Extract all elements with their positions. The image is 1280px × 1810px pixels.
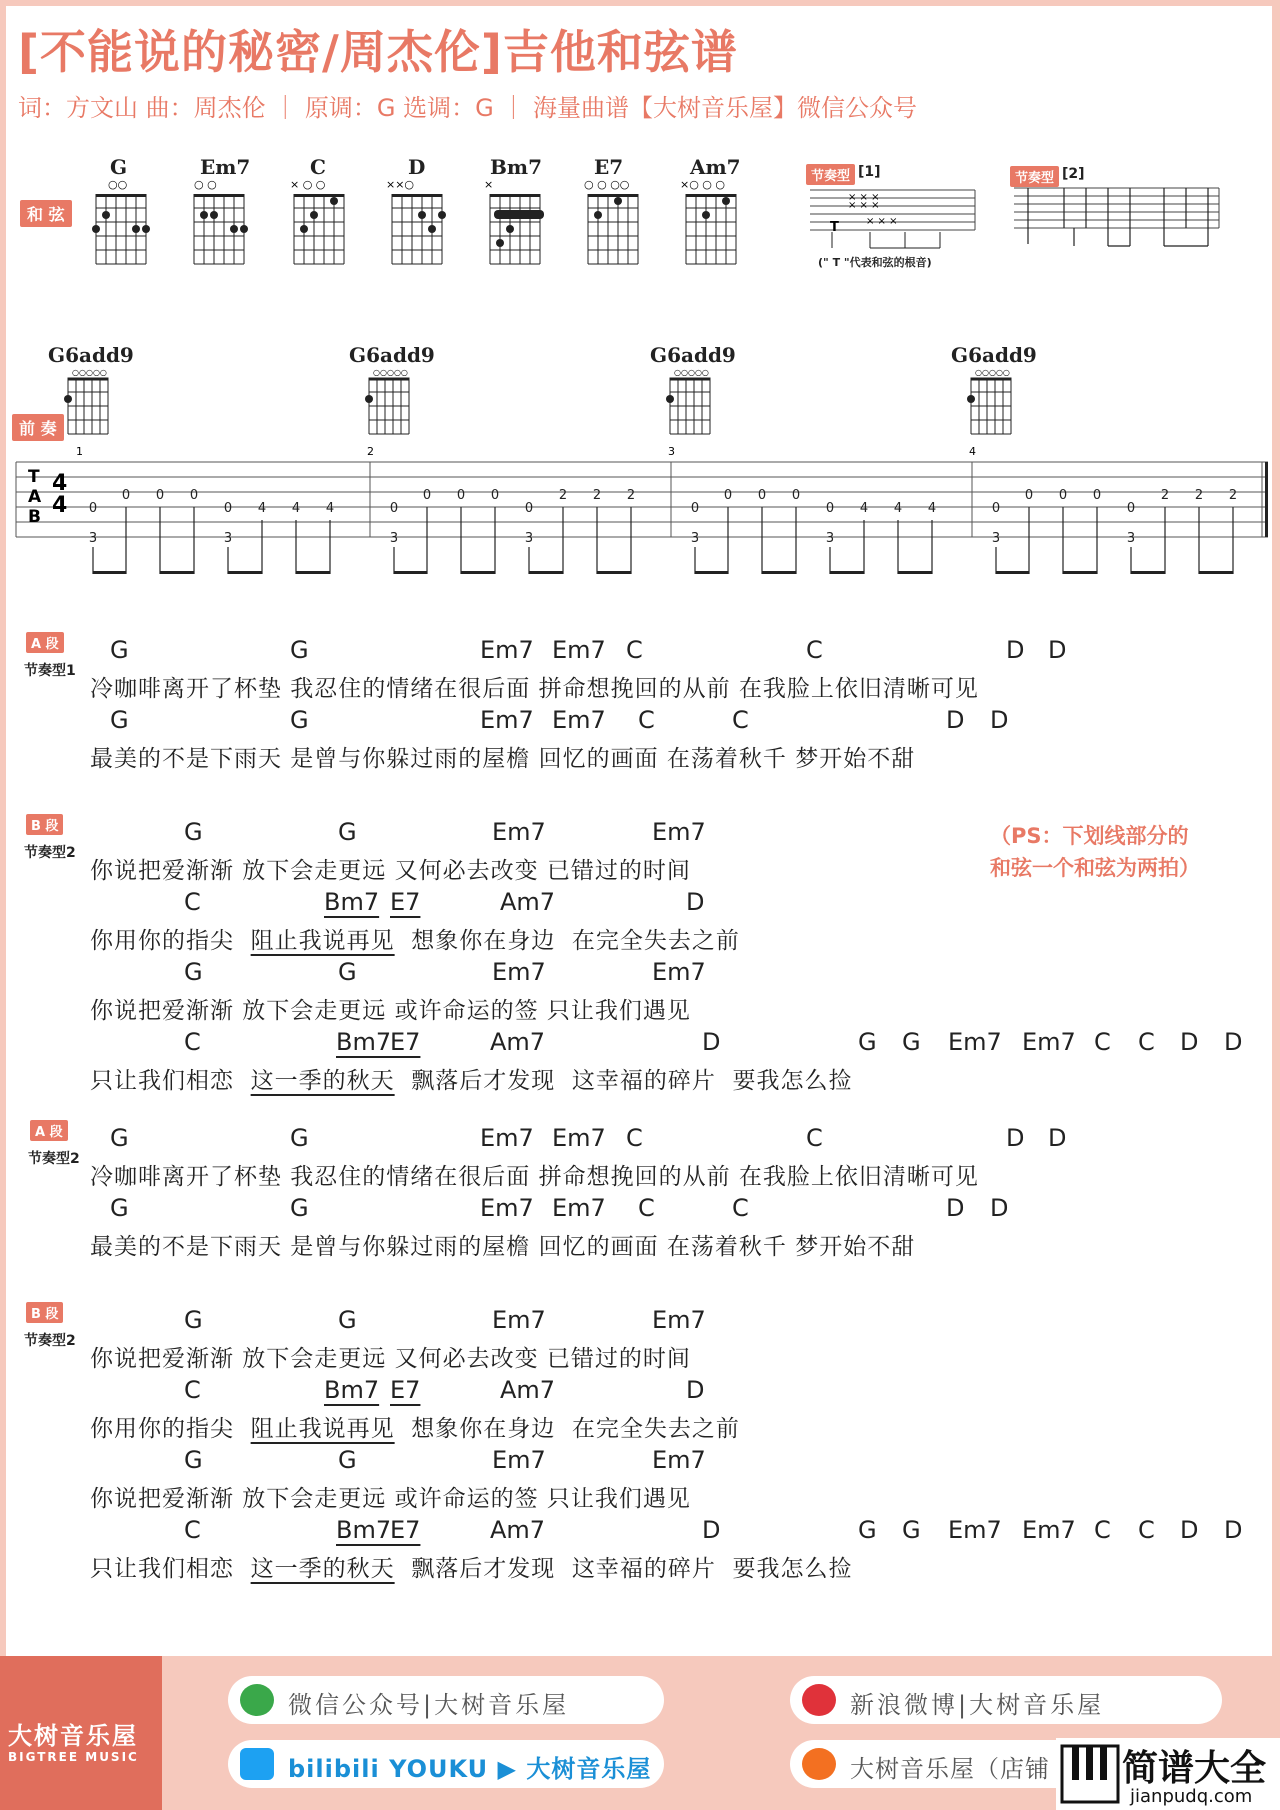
chord-name-am7: Am7 [690,155,741,179]
chord-label: C [626,636,643,664]
svg-text:3: 3 [1126,531,1136,546]
chords-tag: 和 弦 [20,200,72,227]
svg-text:3: 3 [690,531,700,546]
chord-label: D [946,1194,965,1222]
chord-label: Em7 [552,1124,606,1152]
chord-name-em7: Em7 [200,155,251,179]
lyric-line [90,1062,853,1095]
chord-label: G [338,818,357,846]
svg-text:4: 4 [859,501,869,516]
lyric-line [90,1550,853,1583]
chord-label: C [638,706,655,734]
lyric-part: 你用你的指尖 [90,928,251,954]
svg-text:3: 3 [223,531,233,546]
underlined-lyric: 阻止我说再见 [250,928,395,954]
weibo-text: 新浪微博|大树音乐屋 [850,1691,1105,1719]
chord-label: G [110,706,129,734]
wechat-icon [240,1684,274,1716]
chord-label: G [110,636,129,664]
svg-text:0: 0 [223,501,233,516]
svg-text:3: 3 [389,531,399,546]
chord-label: D [1180,1028,1199,1056]
section-tag: A 段 [26,632,64,653]
chord-label: D [702,1516,721,1544]
svg-text:× ○ ○: × ○ ○ [290,178,326,191]
brand-block [0,1656,162,1810]
svg-text:×: × [484,178,494,191]
chord-label: C [184,888,201,916]
chord-label: D [1048,1124,1067,1152]
svg-text:2: 2 [626,488,636,503]
chord-label: G [290,1124,309,1152]
section-rhythm: 节奏型2 [24,845,76,861]
svg-text:T: T [830,220,839,235]
chord-label: G [184,958,203,986]
chord-name-bm7: Bm7 [490,155,542,179]
underlined-lyric: 这一季的秋天 [250,1068,395,1094]
chord-label: G [110,1124,129,1152]
svg-text:2: 2 [558,488,568,503]
svg-text:4: 4 [893,501,903,516]
intro-chord-4: G6add9 [951,343,1037,367]
svg-text:0: 0 [524,501,534,516]
chord-label: Em7 [552,636,606,664]
rhythm2-diagram [1014,184,1224,254]
chord-label: G [184,1446,203,1474]
measure-3: 3 [668,445,675,458]
chord-label: Em7 [948,1028,1002,1056]
ps-note-line-1: （PS：下划线部分的 [990,824,1189,848]
svg-text:○○○○○: ○○○○○ [975,368,1010,377]
rhythm1-diagram [810,186,980,254]
chord-label: G [290,636,309,664]
chord-label: D [1048,636,1067,664]
chord-label: Em7 [480,1194,534,1222]
section-tag: B 段 [26,1302,63,1323]
chord-label: C [732,1194,749,1222]
chord-label: Em7 [652,958,706,986]
chord-label: C [1138,1028,1155,1056]
chord-e7 [584,155,638,264]
chord-name-c: C [310,155,326,179]
svg-text:0: 0 [1092,488,1102,503]
chord-label: Am7 [500,1376,556,1404]
intro-tag: 前 奏 [12,414,64,441]
chord-label: C [626,1124,643,1152]
underlined-lyric: 这一季的秋天 [250,1556,395,1582]
lyric-part: 想象你在身边 在完全失去之前 [394,928,740,954]
svg-text:×○ ○ ○: ×○ ○ ○ [680,178,726,191]
lyric-part: 想象你在身边 在完全失去之前 [394,1416,740,1442]
chord-label: E7 [390,888,421,916]
chord-label: E7 [390,1516,421,1544]
svg-text:0: 0 [991,501,1001,516]
svg-text:2: 2 [592,488,602,503]
chord-label: C [184,1376,201,1404]
svg-text:3: 3 [991,531,1001,546]
taobao-text: 大树音乐屋（店铺 [850,1755,1050,1783]
page-title: [不能说的秘密/周杰伦]吉他和弦谱 [18,25,738,79]
weibo-icon [802,1684,836,1716]
chord-label: Em7 [1022,1028,1076,1056]
video-text: bilibili YOUKU ▶ 大树音乐屋 [288,1755,652,1783]
intro-chord-3: G6add9 [650,343,736,367]
lyric-line [90,922,740,955]
chord-label: G [338,1306,357,1334]
piano-icon [1060,1744,1120,1804]
svg-text:0: 0 [825,501,835,516]
svg-text:0: 0 [389,501,399,516]
chord-label: Em7 [948,1516,1002,1544]
chord-label: G [110,1194,129,1222]
sheet-page [6,6,1272,1656]
svg-text:0: 0 [690,501,700,516]
chord-label: C [184,1028,201,1056]
svg-text:○ ○: ○ ○ [194,178,217,191]
chord-label: Am7 [490,1516,546,1544]
intro-tab [6,342,1272,582]
ps-note-line-2: 和弦一个和弦为两拍） [990,856,1200,880]
svg-text:3: 3 [524,531,534,546]
chord-label: C [638,1194,655,1222]
chord-label: G [338,1446,357,1474]
time-sig-bottom: 4 [52,493,68,518]
measure-2: 2 [367,445,374,458]
intro-chord-2: G6add9 [349,343,435,367]
svg-text:× × ×: × × × [848,200,880,211]
chord-label: C [806,1124,823,1152]
svg-text:0: 0 [422,488,432,503]
svg-text:0: 0 [757,488,767,503]
lyric-part: 飘落后才发现 这幸福的碎片 要我怎么捡 [394,1068,853,1094]
svg-text:× × ×: × × × [866,216,898,227]
svg-text:0: 0 [723,488,733,503]
taobao-icon [802,1748,836,1780]
svg-text:× × ×: × × × [848,192,880,203]
svg-text:○○○○○: ○○○○○ [674,368,709,377]
chord-label: Bm7 [336,1516,392,1544]
lyric-part: 只让我们相恋 [90,1556,251,1582]
weibo-link[interactable] [790,1676,1222,1724]
section-tag: A 段 [30,1120,68,1141]
chord-label: D [686,1376,705,1404]
chord-label: D [702,1028,721,1056]
lyric-line: 你说把爱渐渐 放下会走更远 或许命运的签 只让我们遇见 [90,1486,691,1512]
chord-label: Em7 [492,818,546,846]
chord-g [92,155,150,264]
rhythm1-note: (" T "代表和弦的根音) [818,256,932,269]
rhythm1-tag: 节奏型 [806,164,855,185]
chord-label: C [1094,1516,1111,1544]
svg-text:0: 0 [490,488,500,503]
chord-label: G [858,1028,877,1056]
chord-label: C [806,636,823,664]
lyric-line: 你说把爱渐渐 放下会走更远 或许命运的签 只让我们遇见 [90,998,691,1024]
chord-label: D [1224,1028,1243,1056]
chord-label: Em7 [492,1446,546,1474]
chord-label: G [290,706,309,734]
lyric-line: 最美的不是下雨天 是曾与你躲过雨的屋檐 回忆的画面 在荡着秋千 梦开始不甜 [90,1234,916,1260]
chord-bm7 [484,155,544,264]
taobao-link[interactable] [790,1740,1090,1788]
chord-label: C [184,1516,201,1544]
measure-4: 4 [969,445,976,458]
lyric-line [90,1410,740,1443]
svg-text:4: 4 [325,501,335,516]
chord-name-e7: E7 [594,155,624,179]
chord-label: Em7 [552,706,606,734]
lyric-line: 冷咖啡离开了杯垫 我忍住的情绪在很后面 拼命想挽回的从前 在我脸上依旧清晰可见 [90,1164,979,1190]
svg-text:○○: ○○ [108,178,128,191]
chord-label: D [990,1194,1009,1222]
chord-label: E7 [390,1028,421,1056]
chord-label: Em7 [492,958,546,986]
chord-label: G [290,1194,309,1222]
chord-label: D [1006,1124,1025,1152]
chord-label: G [902,1028,921,1056]
chord-label: C [1094,1028,1111,1056]
svg-text:2: 2 [1228,488,1238,503]
chord-label: Em7 [480,706,534,734]
lyric-part: 只让我们相恋 [90,1068,251,1094]
brand-name: 大树音乐屋 [8,1722,138,1750]
lyric-line: 你说把爱渐渐 放下会走更远 又何必去改变 已错过的时间 [90,1346,691,1372]
chord-label: Em7 [1022,1516,1076,1544]
chord-label: G [184,1306,203,1334]
chord-label: D [1224,1516,1243,1544]
chord-label: C [1138,1516,1155,1544]
chord-label: Bm7 [336,1028,392,1056]
section-rhythm: 节奏型2 [24,1333,76,1349]
svg-text:3: 3 [825,531,835,546]
chord-label: Em7 [652,1446,706,1474]
song-info: 词：方文山 曲：周杰伦 ｜ 原调：G 选调：G ｜ 海量曲谱【大树音乐屋】微信公众号 [18,94,917,122]
lyric-part: 飘落后才发现 这幸福的碎片 要我怎么捡 [394,1556,853,1582]
wechat-text: 微信公众号|大树音乐屋 [288,1691,570,1719]
svg-text:0: 0 [791,488,801,503]
svg-text:4: 4 [291,501,301,516]
chord-label: G [184,818,203,846]
tab-a: A [28,487,42,507]
svg-text:○ ○ ○○: ○ ○ ○○ [584,178,630,191]
lyric-part: 你用你的指尖 [90,1416,251,1442]
chord-name-d: D [408,155,426,179]
chord-am7 [680,155,741,264]
brand-name-en: BIGTREE MUSIC [8,1750,139,1764]
chord-d [386,155,446,264]
svg-text:0: 0 [456,488,466,503]
section-rhythm: 节奏型2 [28,1151,80,1167]
chord-label: D [946,706,965,734]
svg-text:○○○○○: ○○○○○ [373,368,408,377]
chord-label: Em7 [552,1194,606,1222]
chord-label: G [902,1516,921,1544]
chord-label: G [858,1516,877,1544]
chord-label: Em7 [480,636,534,664]
svg-text:0: 0 [1024,488,1034,503]
svg-text:3: 3 [88,531,98,546]
svg-text:0: 0 [1058,488,1068,503]
intro-chord-diagrams [48,343,1037,434]
bilibili-icon [240,1748,274,1780]
svg-text:○○○○○: ○○○○○ [72,368,107,377]
svg-text:2: 2 [1160,488,1170,503]
svg-text:4: 4 [257,501,267,516]
section-tag: B 段 [26,814,63,835]
tab-t: T [28,467,40,487]
wechat-link[interactable] [228,1676,664,1724]
lyric-line: 最美的不是下雨天 是曾与你躲过雨的屋檐 回忆的画面 在荡着秋千 梦开始不甜 [90,746,916,772]
svg-text:2: 2 [1194,488,1204,503]
chord-label: Am7 [490,1028,546,1056]
svg-text:0: 0 [88,501,98,516]
chord-label: Bm7 [324,888,380,916]
chord-label: D [1006,636,1025,664]
video-link[interactable] [228,1740,664,1788]
site-name: 简谱大全 [1122,1748,1267,1789]
svg-text:××○: ××○ [386,178,415,191]
chord-name-g: G [110,155,128,179]
chord-label: Em7 [480,1124,534,1152]
lyric-line: 冷咖啡离开了杯垫 我忍住的情绪在很后面 拼命想挽回的从前 在我脸上依旧清晰可见 [90,676,979,702]
chord-label: E7 [390,1376,421,1404]
tab-b: B [28,507,41,527]
chord-c [290,155,344,264]
site-logo[interactable] [1056,1738,1280,1810]
lyric-line: 你说把爱渐渐 放下会走更远 又何必去改变 已错过的时间 [90,858,691,884]
chord-label: G [338,958,357,986]
rhythm1-label: [1] [858,164,881,180]
chord-label: D [686,888,705,916]
intro-chord-1: G6add9 [48,343,134,367]
chord-label: Em7 [652,818,706,846]
chord-label: Am7 [500,888,556,916]
svg-text:0: 0 [1126,501,1136,516]
underlined-lyric: 阻止我说再见 [250,1416,395,1442]
chord-label: Em7 [492,1306,546,1334]
time-sig-top: 4 [52,471,68,496]
rhythm2-label: [2] [1062,166,1085,182]
svg-text:0: 0 [155,488,165,503]
chord-diagrams [76,154,756,269]
svg-text:0: 0 [121,488,131,503]
site-url: jianpudq.com [1130,1786,1253,1807]
chord-label: D [990,706,1009,734]
rhythm2-tag: 节奏型 [1010,166,1059,187]
svg-text:4: 4 [927,501,937,516]
svg-text:0: 0 [189,488,199,503]
chord-em7 [194,155,250,264]
chord-label: Bm7 [324,1376,380,1404]
ps-note [990,820,1200,884]
chord-label: Em7 [652,1306,706,1334]
measure-1: 1 [76,445,83,458]
chord-label: D [1180,1516,1199,1544]
chord-label: C [732,706,749,734]
section-rhythm: 节奏型1 [24,663,76,679]
